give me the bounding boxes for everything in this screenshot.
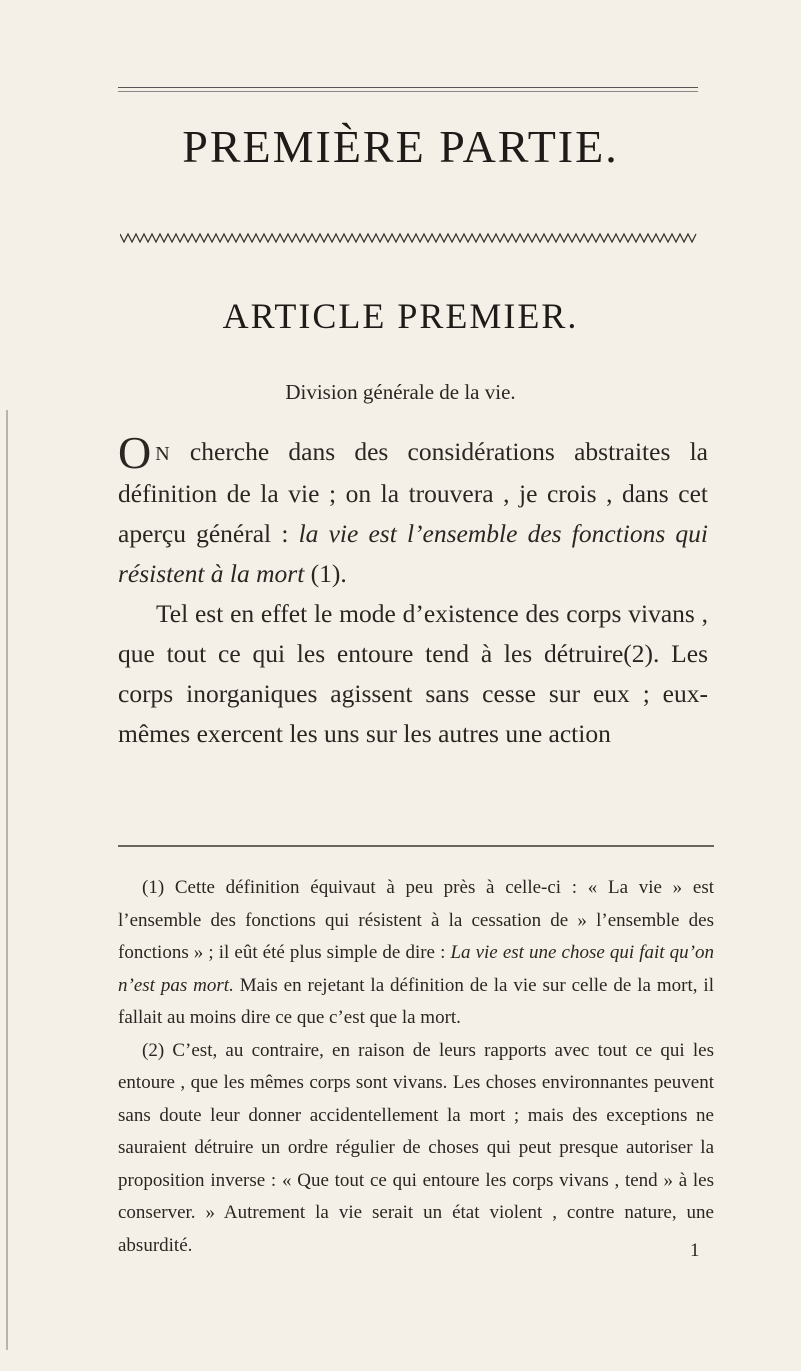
page-edge-line [6,410,8,1350]
top-double-rule [118,87,698,92]
main-text [118,427,708,754]
article-title: ARTICLE PREMIER. [222,296,579,336]
paragraph-1-text: cherche dans des considérations abstraites la définition de la vie ; on la trouvera , je crois , dans cet aperçu général : [118,437,708,548]
page-number: 1 [690,1240,700,1261]
footnote-1-text: (1) Cette définition équivaut à peu près à celle-ci : « La vie » est l’ensemble des fonctions qui résistent à la cessation de » l’ensemble des fonctions » ; il eût été plus simple de dire : [118,877,714,963]
footnotes [118,872,714,1262]
ornamental-zigzag-rule [120,233,698,243]
paragraph-1-end: (1). [304,559,347,588]
section-subtitle: Division générale de la vie. [285,380,516,404]
drop-cap: O [118,427,152,478]
paragraph-2: Tel est en effet le mode d’existence des corps vivans , que tout ce qui les entoure tend à les détruire(2). Les corps inorganiques agissent sans cesse sur eux ; eux-mêmes exercent les uns sur les autres une action [118,599,708,748]
footnote-1-italic: La vie est une chose qui fait qu’on n’est pas mort. [118,942,714,996]
definition-italic: la vie est l’ensemble des fonctions qui résistent à la mort [118,519,708,588]
footnote-1-end: Mais en rejetant la définition de la vie sur celle de la mort, il fallait au moins dire ce que c’est que la mort. [118,974,714,1028]
drop-cap-continuation: N [155,443,171,465]
paragraph-1 [118,427,708,594]
footnote-rule [118,845,714,847]
footnote-1 [118,872,714,1035]
part-title: PREMIÈRE PARTIE. [182,121,619,172]
footnote-2: (2) C’est, au contraire, en raison de leurs rapports avec tout ce qui les entoure , que les mêmes corps sont vivans. Les choses environnantes peuvent sans doute leur donner accidentellement la mort ; mais des exceptions ne sauraient détruire un ordre régulier de choses qui peut presque autoriser la proposition inverse : « Que tout ce qui entoure les corps vivans , tend » à les conserver. » Autrement la vie serait un état violent , contre nature, une absurdité. [118,1039,714,1256]
